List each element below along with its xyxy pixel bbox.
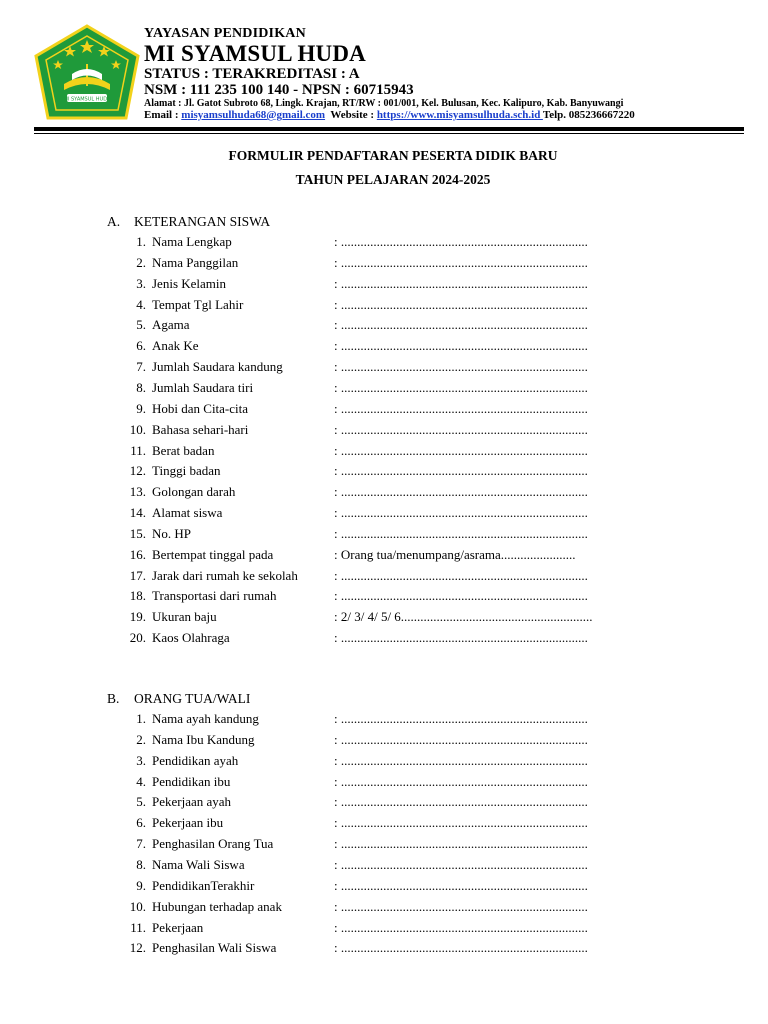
row-number: 19.: [129, 609, 146, 625]
nsm-npsn: NSM : 111 235 100 140 - NPSN : 60715943: [144, 82, 414, 98]
field-fill-line[interactable]: : ............................................................................: [334, 359, 588, 375]
field-fill-line[interactable]: : ............................................................................: [334, 731, 588, 747]
field-label: Ukuran baju: [152, 609, 217, 625]
contact-line: [144, 109, 635, 121]
field-fill-line[interactable]: : ............................................................................: [334, 836, 588, 852]
row-number: 10.: [129, 421, 146, 437]
madrasah-emblem-icon: [34, 24, 140, 122]
row-number: 6.: [136, 338, 146, 354]
row-number: 18.: [129, 588, 146, 604]
form-title: FORMULIR PENDAFTARAN PESERTA DIDIK BARU: [228, 148, 558, 163]
form-row: [0, 774, 768, 794]
field-label: No. HP: [152, 525, 192, 541]
row-number: 6.: [136, 815, 146, 831]
email-link[interactable]: misyamsulhuda68@gmail.com: [181, 109, 326, 121]
form-row: [0, 630, 768, 650]
form-row: [0, 234, 768, 254]
section-a-letter: A.: [107, 214, 121, 229]
field-label: Agama: [152, 317, 190, 333]
email-label: Email :: [144, 109, 182, 121]
field-label: Alamat siswa: [152, 505, 223, 521]
school-name: MI SYAMSUL HUDA: [144, 41, 366, 66]
form-row: [0, 588, 768, 608]
row-number: 4.: [136, 773, 146, 789]
field-fill-line[interactable]: : ............................................................................: [334, 296, 588, 312]
field-fill-line[interactable]: : ............................................................................: [334, 815, 588, 831]
row-number: 8.: [136, 379, 146, 395]
form-row: [0, 940, 768, 960]
field-fill-line[interactable]: : ............................................................................: [334, 254, 588, 270]
website-link[interactable]: https://www.misyamsulhuda.sch.id: [376, 109, 543, 121]
row-number: 4.: [136, 296, 146, 312]
field-fill-line[interactable]: : ............................................................................: [334, 463, 588, 479]
row-number: 15.: [129, 525, 146, 541]
field-label: Nama ayah kandung: [152, 711, 259, 726]
field-fill-line[interactable]: : ............................................................................: [334, 794, 588, 810]
form-row: [0, 276, 768, 296]
section-a-heading: [107, 214, 270, 230]
field-label: Bertempat tinggal pada: [152, 546, 274, 562]
form-row: [0, 526, 768, 546]
field-fill-line[interactable]: : ............................................................................: [334, 317, 588, 333]
row-number: 2.: [136, 731, 146, 747]
field-label: Nama Wali Siswa: [152, 856, 245, 872]
field-label: Berat badan: [152, 442, 215, 458]
field-label: Nama Lengkap: [152, 234, 232, 249]
svg-text:MI SYAMSUL HUDA: MI SYAMSUL HUDA: [63, 96, 111, 103]
form-row: [0, 463, 768, 483]
row-number: 8.: [136, 856, 146, 872]
foundation-name: YAYASAN PENDIDIKAN: [144, 26, 306, 41]
form-row: [0, 317, 768, 337]
row-number: 12.: [129, 463, 146, 479]
field-fill-line[interactable]: : ............................................................................: [334, 338, 588, 354]
form-row: [0, 878, 768, 898]
row-number: 14.: [129, 505, 146, 521]
field-fill-line[interactable]: : ............................................................................: [334, 856, 588, 872]
field-label: Transportasi dari rumah: [152, 588, 277, 604]
form-row: [0, 920, 768, 940]
field-fill-line[interactable]: : ............................................................................: [334, 275, 588, 291]
phone-number: Telp. 085236667220: [542, 109, 635, 121]
field-fill-line[interactable]: : ............................................................................: [334, 940, 588, 956]
field-label: Hubungan terhadap anak: [152, 898, 282, 914]
section-b-title: ORANG TUA/WALI: [134, 691, 251, 706]
field-fill-line[interactable]: : ............................................................................: [334, 484, 588, 500]
field-fill-line[interactable]: : ............................................................................: [334, 877, 588, 893]
form-row: [0, 732, 768, 752]
row-number: 12.: [129, 940, 146, 956]
form-row: [0, 443, 768, 463]
field-fill-line[interactable]: : ............................................................................: [334, 379, 588, 395]
field-fill-line[interactable]: : ............................................................................: [334, 630, 588, 646]
section-b-heading: [107, 691, 250, 707]
form-row: [0, 297, 768, 317]
row-number: 16.: [129, 546, 146, 562]
form-row: [0, 857, 768, 877]
field-fill-line[interactable]: : ............................................................................: [334, 567, 588, 583]
row-number: 7.: [136, 836, 146, 852]
form-row: [0, 380, 768, 400]
form-row: [0, 484, 768, 504]
form-row: [0, 255, 768, 275]
form-row: [0, 547, 768, 567]
row-number: 11.: [130, 442, 146, 458]
field-label: Tinggi badan: [152, 463, 221, 479]
field-fill-line[interactable]: : ............................................................................: [334, 773, 588, 789]
row-number: 3.: [136, 275, 146, 291]
row-number: 10.: [129, 898, 146, 914]
field-fill-line[interactable]: : ............................................................................: [334, 898, 588, 914]
row-number: 20.: [129, 630, 146, 646]
form-row: [0, 899, 768, 919]
field-fill-line[interactable]: : 2/ 3/ 4/ 5/ 6...........................................................: [334, 609, 593, 625]
field-label: Pendidikan ibu: [152, 773, 231, 789]
form-row: [0, 338, 768, 358]
row-number: 5.: [136, 794, 146, 810]
field-fill-line[interactable]: : ............................................................................: [334, 525, 588, 541]
field-label: Pekerjaan: [152, 919, 204, 935]
field-label: Jarak dari rumah ke sekolah: [152, 567, 298, 583]
field-fill-line[interactable]: : Orang tua/menumpang/asrama.......................: [334, 546, 576, 562]
field-label: Tempat Tgl Lahir: [152, 296, 244, 312]
field-label: Jenis Kelamin: [152, 275, 227, 291]
form-row: [0, 711, 768, 731]
row-number: 9.: [136, 877, 146, 893]
field-label: Penghasilan Orang Tua: [152, 836, 274, 852]
row-number: 7.: [136, 359, 146, 375]
form-row: [0, 815, 768, 835]
row-number: 11.: [130, 919, 146, 935]
form-row: [0, 422, 768, 442]
form-row: [0, 609, 768, 629]
field-fill-line[interactable]: : ............................................................................: [334, 442, 588, 458]
section-a-title: KETERANGAN SISWA: [134, 214, 271, 229]
form-row: [0, 753, 768, 773]
field-fill-line[interactable]: : ............................................................................: [334, 505, 588, 521]
field-label: Anak Ke: [152, 338, 199, 354]
row-number: 13.: [129, 484, 146, 500]
field-label: Nama Panggilan: [152, 254, 239, 270]
row-number: 9.: [136, 400, 146, 416]
website-label: Website :: [325, 109, 377, 121]
field-label: Hobi dan Cita-cita: [152, 400, 249, 416]
field-label: Jumlah Saudara tiri: [152, 379, 254, 395]
form-row: [0, 505, 768, 525]
row-number: 3.: [136, 752, 146, 768]
field-fill-line[interactable]: : ............................................................................: [334, 400, 588, 416]
field-label: Nama Ibu Kandung: [152, 731, 255, 747]
form-row: [0, 836, 768, 856]
letterhead-divider-thin: [34, 133, 744, 134]
field-label: Golongan darah: [152, 484, 236, 500]
field-label: Jumlah Saudara kandung: [152, 359, 283, 375]
field-label: PendidikanTerakhir: [152, 877, 255, 893]
accreditation-status: STATUS : TERAKREDITASI : A: [144, 66, 360, 82]
row-number: 17.: [129, 567, 146, 583]
row-number: 2.: [136, 254, 146, 270]
letterhead-divider-thick: [34, 127, 744, 131]
form-row: [0, 794, 768, 814]
field-label: Pendidikan ayah: [152, 752, 239, 768]
field-label: Bahasa sehari-hari: [152, 421, 249, 437]
section-b-letter: B.: [107, 691, 120, 706]
field-label: Penghasilan Wali Siswa: [152, 940, 277, 956]
row-number: 5.: [136, 317, 146, 333]
field-fill-line[interactable]: : ............................................................................: [334, 421, 588, 437]
field-fill-line[interactable]: : ............................................................................: [334, 752, 588, 768]
form-row: [0, 359, 768, 379]
row-number: 1.: [136, 234, 146, 249]
field-label: Pekerjaan ayah: [152, 794, 232, 810]
field-fill-line[interactable]: : ............................................................................: [334, 234, 588, 249]
field-label: Pekerjaan ibu: [152, 815, 224, 831]
form-row: [0, 568, 768, 588]
academic-year: TAHUN PELAJARAN 2024-2025: [295, 172, 491, 187]
school-logo: [34, 24, 140, 122]
form-row: [0, 401, 768, 421]
field-label: Kaos Olahraga: [152, 630, 230, 646]
field-fill-line[interactable]: : ............................................................................: [334, 711, 588, 726]
row-number: 1.: [136, 711, 146, 726]
school-address: Alamat : Jl. Gatot Subroto 68, Lingk. Krajan, RT/RW : 001/001, Kel. Bulusan, Kec. Kalipuro, Kab. Banyuwangi: [144, 98, 624, 109]
field-fill-line[interactable]: : ............................................................................: [334, 919, 588, 935]
field-fill-line[interactable]: : ............................................................................: [334, 588, 588, 604]
